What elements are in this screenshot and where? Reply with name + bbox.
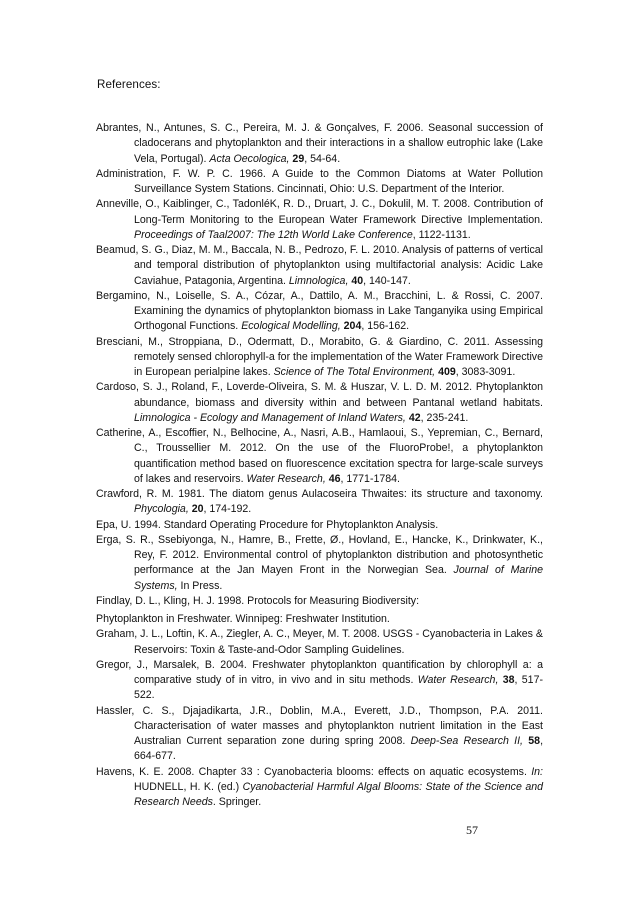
- reference-text: , 3083-3091.: [455, 366, 516, 378]
- reference-text: Graham, J. L., Loftin, K. A., Ziegler, A. C., Meyer, M. T. 2008. USGS - Cyanobacteria in Lakes & Reservoirs: Toxin & Taste-and-Odor Sampling Guidelines.: [96, 628, 543, 656]
- reference-text: Epa, U. 1994. Standard Operating Procedure for Phytoplankton Analysis.: [96, 518, 439, 531]
- reference-italic-text: Proceedings of Taal2007: The 12th World Lake Conference: [134, 228, 413, 241]
- reference-entry: [96, 487, 543, 518]
- reference-text: Findlay, D. L., Kling, H. J. 1998. Protocols for Measuring Biodiversity:: [96, 594, 420, 607]
- reference-italic-text: Journal of Marine Systems,: [134, 564, 543, 592]
- reference-text: , 1122-1131.: [412, 228, 471, 241]
- reference-text: , 156-162.: [361, 320, 410, 333]
- reference-text: , 54-64.: [304, 152, 341, 165]
- reference-entry: [96, 658, 543, 704]
- reference-text: Erga, S. R., Ssebiyonga, N., Hamre, B., Frette, Ø., Hovland, E., Hancke, K., Drinkwater, K., Rey, F. 2012. Environmental control of phytoplankton distribution and photosynthetic performance at the Jan Mayen Front in the Norwegian Sea.: [96, 533, 543, 577]
- reference-volume: 204: [343, 320, 362, 333]
- reference-entry: [96, 594, 543, 609]
- reference-entry: [96, 533, 543, 594]
- reference-volume: 58: [528, 735, 541, 747]
- reference-italic-text: Science of The Total Environment,: [273, 366, 439, 378]
- reference-text: Beamud, S. G., Diaz, M. M., Baccala, N. B., Pedrozo, F. L. 2010. Analysis of patterns of vertical and temporal distribution of phytoplankton using multifactorial analysis: Acidic Lake Caviahue, Patagonia, Argentina.: [96, 244, 543, 287]
- reference-text: , 1771-1784.: [340, 472, 400, 485]
- reference-text: Hassler, C. S., Djajadikarta, J.R., Doblin, M.A., Everett, J.D., Thompson, P.A. 2011. Characterisation of water masses and phytoplankton nutrient limitation in the East Australian Current separation zone during spring 2008.: [96, 704, 543, 747]
- reference-list: [96, 121, 543, 810]
- reference-italic-text: Limnologica,: [288, 274, 352, 287]
- reference-volume: 409: [438, 366, 456, 378]
- reference-entry: [96, 121, 543, 167]
- reference-text: In Press.: [180, 579, 223, 592]
- reference-volume: 20: [191, 503, 204, 516]
- reference-text: HUDNELL, H. K. (ed.): [134, 780, 243, 793]
- reference-italic-text: Ecological Modelling,: [241, 320, 344, 333]
- reference-entry: [96, 289, 543, 335]
- reference-italic-text: Deep-Sea Research II,: [410, 735, 529, 747]
- reference-italic-text: In:: [531, 765, 543, 778]
- reference-text: Bergamino, N., Loiselle, S. A., Cózar, A., Dattilo, A. M., Bracchini, L. & Rossi, C. 2007. Examining the dynamics of phytoplankton biomass in Lake Tanganyika using Empirical Orthogonal Functions.: [96, 289, 543, 333]
- page-number: 57: [466, 823, 478, 837]
- reference-text: , 235-241.: [420, 411, 469, 424]
- reference-text: Administration, F. W. P. C. 1966. A Guide to the Common Diatoms at Water Pollution Surveillance System Stations. Cincinnati, Ohio: U.S. Department of the Interior.: [96, 167, 543, 195]
- reference-text: . Springer.: [212, 796, 262, 808]
- reference-volume: 29: [292, 152, 305, 165]
- reference-entry: [96, 335, 543, 381]
- reference-text: Havens, K. E. 2008. Chapter 33 : Cyanobacteria blooms: effects on aquatic ecosystems.: [96, 765, 532, 778]
- reference-entry: [96, 167, 543, 198]
- reference-group-after: [96, 627, 543, 810]
- reference-text: Gregor, J., Marsalek, B. 2004. Freshwater phytoplankton quantification by chlorophyll a: a comparative study of in vitro, in vivo and in situ methods.: [96, 658, 543, 686]
- reference-entry: [96, 243, 543, 289]
- reference-group-main: [96, 121, 543, 609]
- reference-continuation-line: Phytoplankton in Freshwater. Winnipeg: Freshwater Institution.: [96, 613, 390, 625]
- reference-text: , 140-147.: [363, 274, 411, 287]
- reference-text: Crawford, R. M. 1981. The diatom genus Aulacoseira Thwaites: its structure and taxonomy.: [96, 488, 543, 500]
- reference-italic-text: Phycologia,: [134, 503, 192, 516]
- reference-entry: [96, 704, 543, 765]
- reference-entry: [96, 426, 543, 487]
- reference-entry: [96, 197, 543, 243]
- reference-text: Abrantes, N., Antunes, S. C., Pereira, M. J. & Gonçalves, F. 2006. Seasonal succession of cladocerans and phytoplankton and their interactions in a shallow eutrophic lake (Lake Vela, Portugal).: [96, 122, 543, 165]
- reference-text: Cardoso, S. J., Roland, F., Loverde-Oliveira, S. M. & Huszar, V. L. D. M. 2012. Phytoplankton abundance, biomass and diversity within and between Pantanal wetland habitats.: [96, 381, 543, 409]
- reference-volume: 40: [351, 274, 364, 287]
- reference-entry: [96, 380, 543, 426]
- reference-text: , 174-192.: [203, 503, 252, 516]
- references-heading: References:: [97, 78, 161, 91]
- reference-volume: 46: [328, 472, 341, 485]
- reference-entry: [96, 518, 543, 533]
- reference-text: Anneville, O., Kaiblinger, C., TadonléK, R. D., Druart, J. C., Dokulil, M. T. 2008. Contribution of Long-Term Monitoring to the European Water Framework Directive Implementation.: [96, 198, 543, 226]
- reference-text: , 664-677.: [134, 735, 544, 763]
- reference-text: , 517-522.: [134, 674, 543, 702]
- reference-italic-text: Limnologica - Ecology and Management of Inland Waters,: [134, 411, 409, 424]
- reference-italic-text: Water Research,: [246, 472, 329, 485]
- reference-volume: 38: [502, 674, 515, 686]
- reference-italic-text: Cyanobacterial Harmful Algal Blooms: State of the Science and Research Needs: [134, 780, 543, 808]
- reference-italic-text: Acta Oecologica,: [209, 152, 293, 165]
- reference-entry: [96, 765, 543, 811]
- reference-volume: 42: [408, 411, 421, 424]
- reference-text: Bresciani, M., Stroppiana, D., Odermatt, D., Morabito, G. & Giardino, C. 2011. Assessing remotely sensed chlorophyll-a for the implementation of the Water Framework Directive in European perialpine lakes.: [96, 335, 543, 378]
- reference-italic-text: Water Research,: [417, 674, 503, 686]
- reference-text: Catherine, A., Escoffier, N., Belhocine, A., Nasri, A.B., Hamlaoui, S., Yepremian, C., Bernard, C., Troussellier M. 2012. On the use of the FluoroProbe!, a phytoplankton quantification method based on fluorescence excitation spectra for large-scale surveys of lakes and reservoirs.: [96, 427, 543, 485]
- reference-entry: [96, 627, 543, 658]
